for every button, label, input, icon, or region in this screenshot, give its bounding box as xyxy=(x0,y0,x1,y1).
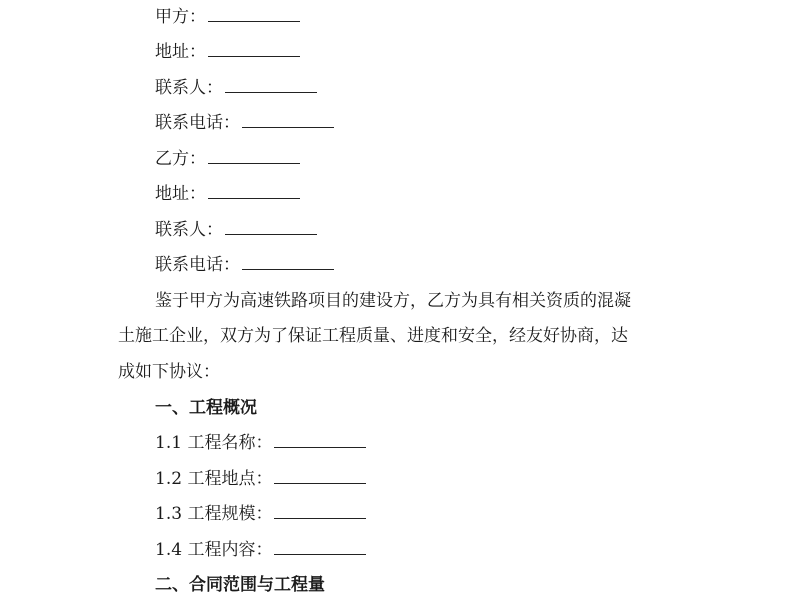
party-b-contact-row xyxy=(155,218,317,242)
project-scale-field[interactable] xyxy=(274,502,366,519)
section-1-item xyxy=(155,431,366,455)
party-b-label: 乙方： xyxy=(155,149,206,169)
item-label: 工程内容： xyxy=(187,540,273,560)
party-a-phone-row xyxy=(155,111,334,135)
party-a-label: 甲方： xyxy=(155,7,206,27)
party-b-phone-label: 联系电话： xyxy=(155,255,240,275)
section-1-item xyxy=(155,538,366,562)
party-a-address-field[interactable] xyxy=(208,40,300,57)
party-b-row xyxy=(155,147,300,171)
party-a-contact-field[interactable] xyxy=(225,76,317,93)
section-1-item xyxy=(155,502,366,526)
item-label: 工程规模： xyxy=(187,504,273,524)
party-b-contact-field[interactable] xyxy=(225,218,317,235)
party-a-field[interactable] xyxy=(208,5,300,22)
project-location-field[interactable] xyxy=(274,467,366,484)
preamble-line-2: 土施工企业，双方为了保证工程质量、进度和安全，经友好协商，达 xyxy=(118,326,628,346)
party-b-address-field[interactable] xyxy=(208,182,300,199)
preamble-line-3: 成如下协议： xyxy=(118,362,220,382)
party-b-phone-row xyxy=(155,253,334,277)
party-b-address-label: 地址： xyxy=(155,184,206,204)
party-a-address-label: 地址： xyxy=(155,42,206,62)
party-a-contact-label: 联系人： xyxy=(155,78,223,98)
section-1-item xyxy=(155,467,366,491)
party-a-phone-field[interactable] xyxy=(242,111,334,128)
section-2-heading: 二、合同范围与工程量 xyxy=(155,575,325,595)
item-label: 工程地点： xyxy=(187,469,273,489)
party-a-row xyxy=(155,5,300,29)
item-number: 1.4 xyxy=(155,540,183,560)
preamble-line-1: 鉴于甲方为高速铁路项目的建设方，乙方为具有相关资质的混凝 xyxy=(155,291,631,311)
section-1-heading: 一、工程概况 xyxy=(155,398,257,418)
party-b-address-row xyxy=(155,182,300,206)
party-b-contact-label: 联系人： xyxy=(155,220,223,240)
party-a-phone-label: 联系电话： xyxy=(155,113,240,133)
item-number: 1.3 xyxy=(155,504,183,524)
party-b-phone-field[interactable] xyxy=(242,253,334,270)
project-name-field[interactable] xyxy=(274,431,366,448)
item-number: 1.2 xyxy=(155,469,183,489)
party-b-field[interactable] xyxy=(208,147,300,164)
item-number: 1.1 xyxy=(155,433,183,453)
project-content-field[interactable] xyxy=(274,538,366,555)
party-a-contact-row xyxy=(155,76,317,100)
item-label: 工程名称： xyxy=(187,433,273,453)
party-a-address-row xyxy=(155,40,300,64)
